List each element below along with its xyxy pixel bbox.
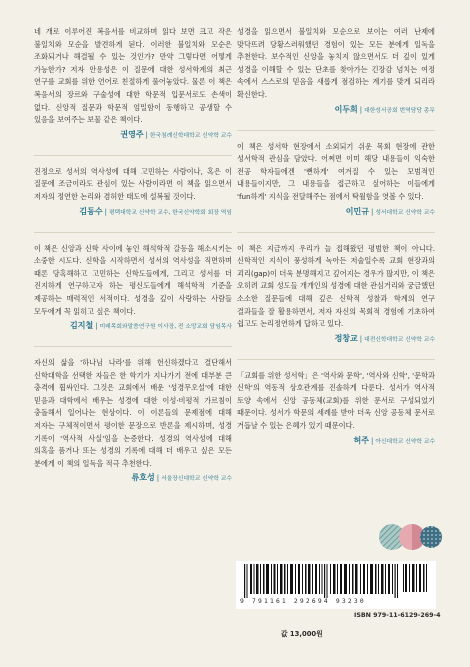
reviewer-signature [34, 473, 232, 484]
signature-divider: | [370, 436, 374, 445]
review-divider [34, 232, 232, 233]
review-divider [237, 232, 435, 233]
review-divider [237, 130, 435, 131]
review-block [34, 166, 232, 218]
review-text: 네 개로 이루어진 복음서를 비교하며 읽다 보면 크고 작은 불일치와 모순을 발견하게 된다. 이러한 불일치와 모순은 조화되거나 해결될 수 있는 것인가? 만약 그렇다면 어떻게 가능한가? 저자 안용성은 이 질문에 대한 성서학계의 최근 연구를 교회를 위한 언어로 친절하게 풀어놓았다. 물론 이 책은 복음서의 장르와 구술성에 대한 학문적 입문서로도 손색이 없다. 신앙적 질문과 학문적 엄밀함이 동행하고 공생할 수 있음을 보여주는 보물 같은 책이다. [34, 27, 232, 125]
signature-divider: | [359, 105, 363, 114]
reviewer-name: 이민규 [345, 206, 369, 216]
review-divider [34, 346, 232, 347]
reviewer-signature [237, 105, 435, 116]
signature-divider: | [95, 322, 98, 331]
review-block [34, 357, 232, 484]
reviewer-name: 김지철 [70, 321, 94, 331]
reviewer-affiliation: 대한성서공회 번역담당 총무 [364, 107, 435, 114]
reviewer-affiliation: 성서대학교 신약학 교수 [375, 209, 435, 216]
isbn-label: ISBN 979-11-6129-269-4 [354, 612, 441, 619]
reviewer-name: 이두희 [334, 104, 358, 114]
reviewer-name: 류호성 [131, 473, 155, 483]
review-block [34, 243, 232, 333]
review-block [237, 243, 435, 345]
decorative-circles-icon [378, 517, 442, 557]
reviewer-affiliation: 대전신학대학교 신약학 교수 [364, 336, 435, 343]
reviewer-signature [34, 130, 232, 141]
left-review-column [34, 26, 232, 498]
reviewer-affiliation: 미래목회와말씀연구원 이사장, 전 소망교회 담임목사 [99, 324, 232, 331]
review-block [34, 26, 232, 141]
review-block [237, 141, 435, 218]
reviewer-signature [237, 436, 435, 447]
reviewer-name: 정창교 [334, 333, 358, 343]
review-text: 이 책은 지금까지 우리가 늘 접해왔던 평범한 책이 아니다. 신학적인 지식이 풍성하게 녹아든 저술일수록 교회 현장과의 괴리(gap)이 더욱 분명해지고 깊어지는 경우가 많지만, 이 책은 오히려 교회 성도들 개개인의 성경에 대한 관심거리와 궁금했던 소소한 질문들에 대해 깊은 신학적 성찰과 학계의 연구 결과들을 잘 활용하면서, 저자 자신의 목회적 경험에 기초하여 쉽고도 논리정연하게 답하고 있다. [237, 243, 435, 329]
barcode-icon [242, 564, 430, 598]
review-text: 이 책은 신앙과 신학 사이에 놓인 해석학적 갈등을 해소시키는 소중한 시도다. 신학을 시작하면서 성서의 역사성을 직면하며 때론 당혹해하고 고민하는 신학도들에게, 그리고 성서를 더 진지하게 연구하고자 하는 평신도들에게 해석학적 기준을 제공하는 매력적인 서적이다. 성경을 깊이 사랑하는 사람들 모두에게 꼭 읽히고 싶은 책이다. [34, 243, 232, 316]
review-block [237, 370, 435, 447]
review-text: 자신의 삶을 '하나님 나라'를 위해 헌신하겠다고 결단해서 신학대학을 선택한 자들은 한 학기가 지나가기 전에 대부분 큰 충격에 휩싸인다. 그것은 교회에서 배운 '성경무오설'에 대한 믿음과 대학에서 배우는 성경에 대한 이성·비평적 가르침이 충돌해서 일어나는 현상이다. 이 이론들의 문제점에 대해 저자는 구체적이면서 평이한 문장으로 반론을 제시하며, 성경 기록이 '역사적 사실'임을 논증한다. 성경의 역사성에 대해 의혹을 품거나 또는 성경의 기록에 대해 더 배우고 싶은 모든 분에게 이 책의 일독을 적극 추천한다. [34, 358, 232, 468]
review-text: 진정으로 성서의 역사성에 대해 고민하는 사람이나, 혹은 이 질문에 조금이라도 관심이 있는 사람이라면 이 책을 읽으면서 저자의 정연한 논리와 겸허한 태도에 설복될 것이다. [34, 166, 232, 201]
reviewer-affiliation: 평택대학교 신약학 교수, 한국신약학회 회장 역임 [108, 209, 232, 216]
right-review-column [237, 26, 435, 461]
signature-divider: | [370, 207, 374, 216]
reviewer-name: 허주 [353, 435, 369, 445]
signature-divider: | [359, 334, 363, 343]
reviewer-affiliation: 한국침례신학대학교 신약학 교수 [149, 132, 232, 139]
review-text: 성경을 읽으면서 불일치와 모순으로 보이는 여러 난제에 맞닥뜨려 당황스러워했던 경험이 있는 모든 분에게 일독을 추천한다. 보수적인 신앙을 놓치지 않으면서도 더 깊이 있게 성경을 이해할 수 있는 단초를 찾아가는 긴장감 넘치는 여정 속에서 스스로의 믿음을 새롭게 점검하는 계기를 맞게 되리라 확신한다. [237, 27, 435, 99]
reviewer-signature [34, 207, 232, 218]
barcode-number: 9 791161 292694 93230 [240, 598, 366, 605]
signature-divider: | [145, 130, 148, 139]
signature-divider: | [156, 474, 160, 483]
review-divider [237, 359, 435, 360]
reviewer-name: 김동수 [79, 206, 103, 216]
reviewer-signature [237, 334, 435, 345]
reviewer-affiliation: 서울장신대학교 신약학 교수 [161, 476, 232, 483]
reviewer-name: 권영주 [120, 129, 144, 139]
reviewer-affiliation: 아신대학교 신약학 교수 [375, 438, 435, 445]
reviewer-signature [237, 207, 435, 218]
review-divider [34, 155, 232, 156]
signature-divider: | [104, 207, 107, 216]
review-block [237, 26, 435, 116]
reviewer-signature [34, 321, 232, 332]
review-text: 「교회를 위한 성서학」은 '역사와 문학', '역사와 신학', '문학과 신학'의 역동적 상호관계를 진솔하게 다룬다. 성서가 역사적 토양 속에서 신앙 공동체(교회)를 위한 문서로 구성되었기 때문이다. 성서가 학문의 세례를 받아 더욱 신앙 공동체 문서로 거듭날 수 있는 은혜가 있기 때문이다. [237, 370, 435, 431]
price-label: 값 13,000원 [281, 630, 323, 638]
review-text: 이 책은 성서학 현장에서 소외되기 쉬운 목회 현장에 관한 성서학적 관심을 담았다. 어쩌면 이미 해당 내용들이 익숙한 전공 학자들에겐 '뻔하게' 여겨질 수 있는 모범적인 내용들이지만, 그 내용들을 접근하고 싶어하는 이들에게 'fun하게' 지식을 전달해주는 점에서 탁월함을 엿볼 수 있다. [237, 141, 435, 201]
barcode [236, 561, 436, 609]
